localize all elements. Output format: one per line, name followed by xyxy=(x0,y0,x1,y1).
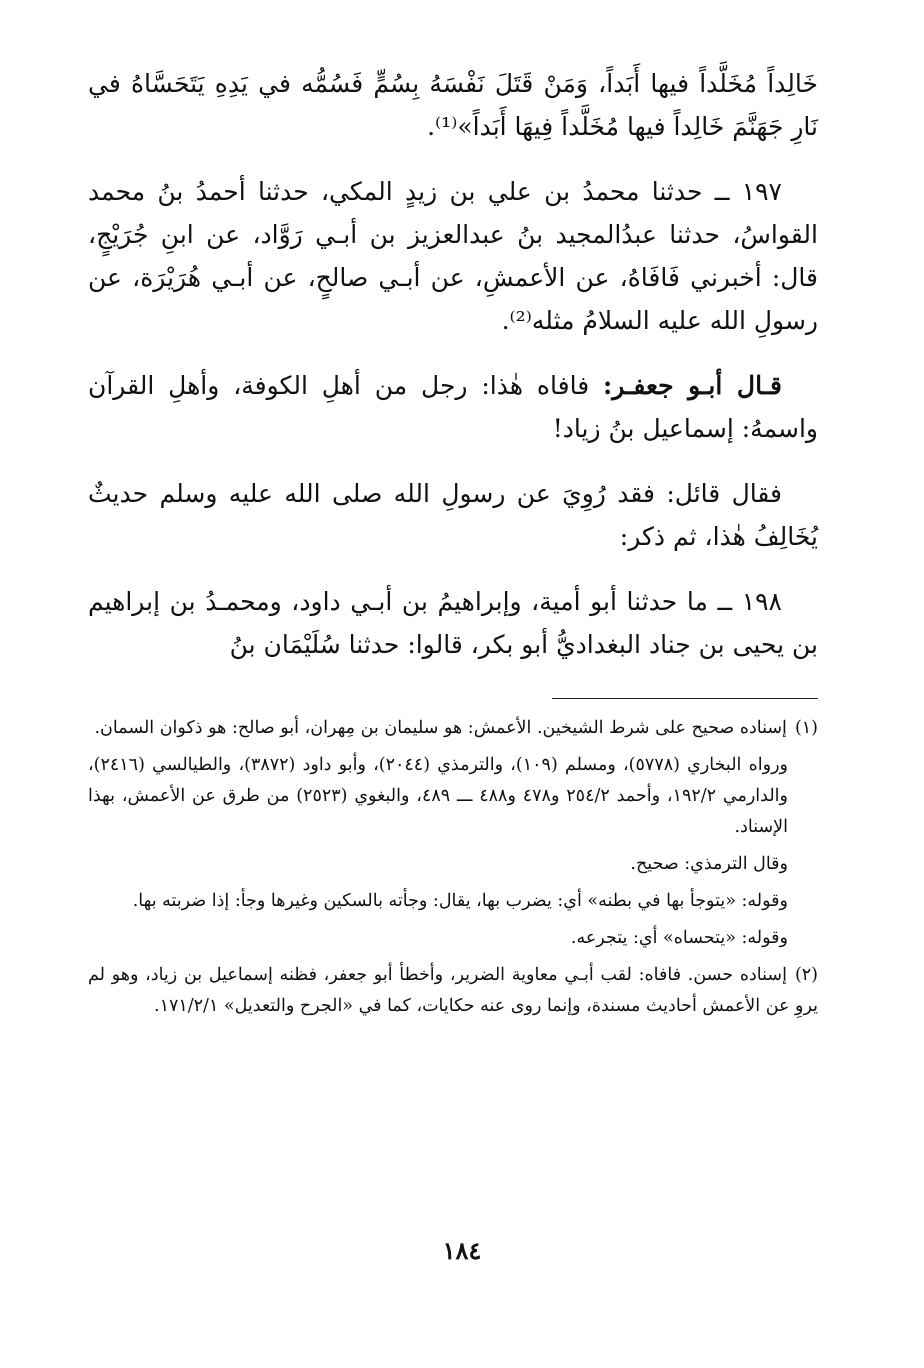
paragraph-hadith-ending: خَالِداً مُخَلَّداً فيها أَبَداً، وَمَنْ قَتَلَ نَفْسَهُ بِسُمٍّ فَسُمُّه في يَدِهِ يَتَحَسَّاهُ في نَارِ جَهَنَّمَ خَالِداً فيها مُخَلَّداً فِيهَا أَبَداً»⁽¹⁾. xyxy=(88,69,818,141)
footnote-2-text: إسناده حسن. فافاه: لقب أبـي معاوية الضرير، وأخطأ أبو جعفر، فظنه إسماعيل بن زياد، وهو لم يروِ عن الأعمش أحاديث مسندة، وإنما روى عنه حكايات، كما في «الجرح والتعديل» ١٧١/٢/١. xyxy=(88,965,818,1016)
page-body xyxy=(88,62,818,1028)
paragraph-abu-jafar-comment xyxy=(88,364,818,450)
page-number: ١٨٤ xyxy=(442,1236,482,1265)
footnote-2 xyxy=(88,960,818,1022)
footnote-2-number: (٢) xyxy=(794,965,818,985)
abu-jafar-lead: قـال أبـو جعفـر: xyxy=(603,371,782,400)
footnote-1 xyxy=(88,713,818,744)
paragraph-hadith-197: ١٩٧ ــ حدثنا محمدُ بن علي بن زيدٍ المكي، حدثنا أحمدُ بنُ محمد القواسُ، حدثنا عبدُالمجيد بنُ عبدالعزيز بن أبـي رَوَّاد، عن ابنِ جُرَيْجٍ، قال: أخبرني فَافَاهُ، عن الأعمشِ، عن أبـي صالحٍ، عن أبـي هُرَيْرَة، عن رسولِ الله عليه السلامُ مثله⁽²⁾. xyxy=(88,177,818,335)
footnote-1-text: إسناده صحيح على شرط الشيخين. الأعمش: هو سليمان بن مِهران، أبو صالح: هو ذكوان السمان. xyxy=(94,718,787,738)
abu-jafar-comment-text: فافاه هٰذا: رجل من أهلِ الكوفة، وأهلِ القرآن واسمهُ: إسماعيل بنُ زياد! xyxy=(88,371,818,443)
footnote-1-number: (١) xyxy=(794,718,818,738)
paragraph-hadith-198: ١٩٨ ــ ما حدثنا أبو أمية، وإبراهيمُ بن أبـي داود، ومحمـدُ بن إبراهيم بن يحيى بن جناد البغداديُّ أبو بكر، قالوا: حدثنا سُلَيْمَان بنُ xyxy=(88,587,818,659)
footnote-1-explanation-2: وقوله: «يتحساه» أي: يتجرعه. xyxy=(570,928,788,948)
footnote-1-tirmidhi: وقال الترمذي: صحيح. xyxy=(630,854,788,874)
footnote-separator xyxy=(552,698,818,699)
footnote-1-explanation-1: وقوله: «يتوجأ بها في بطنه» أي: يضرب بها، يقال: وجأته بالسكين وغيرها وجأ: إذا ضربته بها. xyxy=(132,891,788,911)
paragraph-objection: فقال قائل: فقد رُوِيَ عن رسولِ الله صلى الله عليه وسلم حديثٌ يُخَالِفُ هٰذا، ثم ذكر: xyxy=(88,479,818,551)
footnote-1-takhrij: ورواه البخاري (٥٧٧٨)، ومسلم (١٠٩)، والترمذي (٢٠٤٤)، وأبو داود (٣٨٧٢)، والطيالسي (٢٤١٦)، والدارمي ١٩٢/٢، وأحمد ٢٥٤/٢ و٤٧٨ و٤٨٨ ـــ ٤٨٩، والبغوي (٢٥٢٣) من طرق عن الأعمش، بهذا الإسناد. xyxy=(88,755,789,837)
